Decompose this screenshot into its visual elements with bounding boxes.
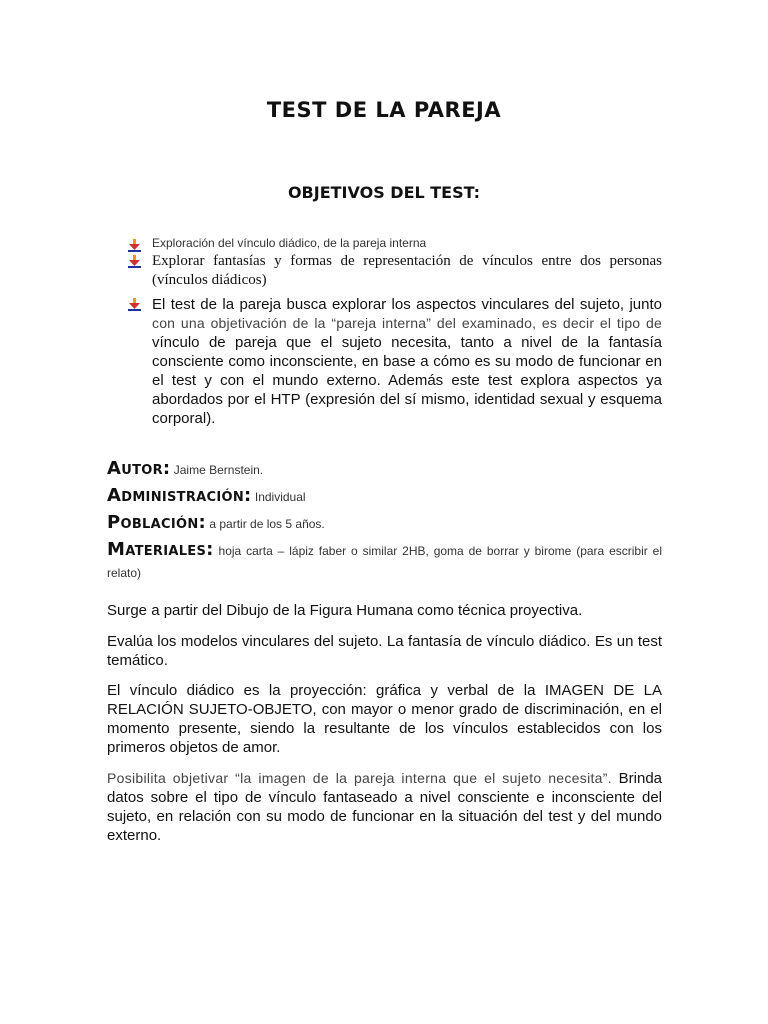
arrow-down-bullet-icon	[128, 298, 144, 311]
administracion-row	[107, 485, 662, 512]
autor-row	[107, 458, 662, 485]
objective-item	[128, 236, 662, 251]
arrow-down-bullet-icon	[128, 255, 144, 268]
objectives-heading: OBJETIVOS DEL TEST:	[287, 183, 481, 202]
body-paragraph-text: Brinda datos sobre el tipo de vínculo fantaseado a nivel consciente e inconsciente del sujeto, en relación con su modo de funcionar en la situación del test y del mundo externo.	[107, 770, 663, 844]
materiales-label: Materiales:	[107, 539, 214, 560]
body-paragraph-light: Posibilita objetivar “la imagen de la pareja interna que el sujeto necesita”.	[107, 770, 612, 786]
objectives-list	[128, 236, 662, 428]
administracion-value: Individual	[251, 490, 306, 504]
arrow-down-bullet-icon	[128, 239, 144, 252]
objective-text-light: con una objetivación de la “pareja interna” del examinado, es decir el tipo de	[152, 315, 662, 331]
body-paragraph: Evalúa los modelos vinculares del sujeto. La fantasía de vínculo diádico. Es un test temático.	[107, 633, 662, 669]
poblacion-row	[107, 512, 662, 539]
body-paragraph	[107, 769, 662, 845]
test-metadata	[107, 458, 662, 584]
objective-item	[128, 295, 662, 428]
autor-value: Jaime Bernstein.	[170, 463, 264, 477]
objective-text: El test de la pareja busca explorar los aspectos vinculares del sujeto, junto	[152, 296, 662, 313]
administracion-label: Administración:	[107, 485, 252, 506]
objective-item	[128, 252, 662, 290]
document-title: TEST DE LA PAREJA	[266, 98, 502, 122]
materiales-value: hoja carta – lápiz faber o similar 2HB, goma de borrar y birome (para escribir el relato)	[107, 544, 662, 580]
body-paragraph: Surge a partir del Dibujo de la Figura Humana como técnica proyectiva.	[107, 602, 583, 619]
objective-text: Exploración del vínculo diádico, de la pareja interna	[152, 236, 427, 250]
materiales-row	[107, 539, 662, 584]
poblacion-label: Población:	[107, 512, 207, 533]
body-paragraph: El vínculo diádico es la proyección: gráfica y verbal de la IMAGEN DE LA RELACIÓN SUJETO-OBJETO, con mayor o menor grado de discriminación, en el momento presente, siendo la resultante de los vínculos establecidos con los primeros objetos de amor.	[107, 682, 662, 756]
poblacion-value: a partir de los 5 años.	[206, 517, 325, 531]
objective-text: Explorar fantasías y formas de representación de vínculos entre dos personas (vínculos diádicos)	[152, 253, 662, 288]
objective-text: vínculo de pareja que el sujeto necesita, tanto a nivel de la fantasía consciente como inconsciente, en base a cómo es su modo de funcionar en el test y con el mundo externo. Además este test explora aspectos ya abordados por el HTP (expresión del sí mismo, identidad sexual y esquema corporal).	[152, 334, 662, 427]
autor-label: Autor:	[107, 458, 171, 479]
